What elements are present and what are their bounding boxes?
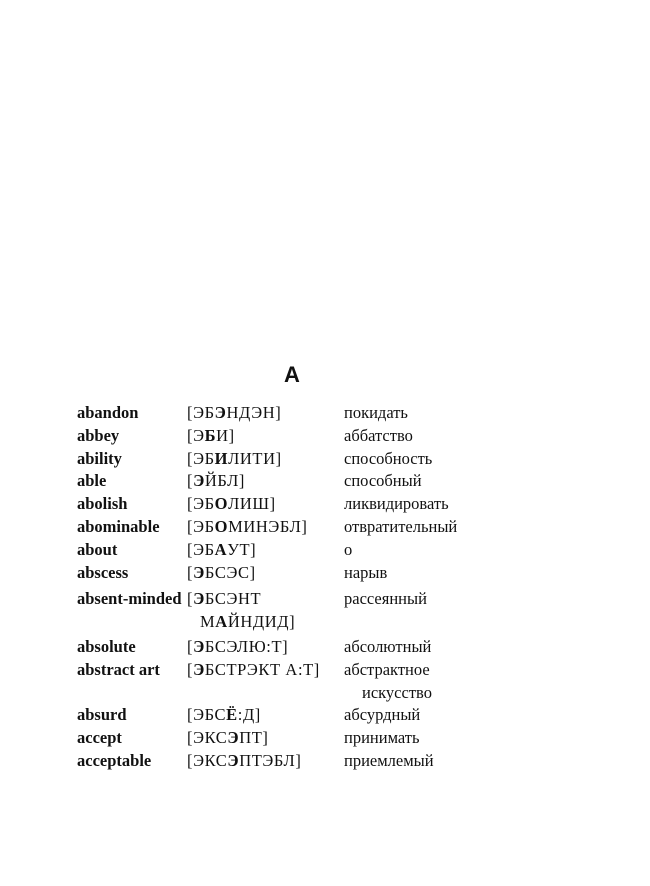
stressed-vowel: Э [227,728,240,748]
entry-translation: о [344,539,353,559]
entry-word: abolish [77,494,128,514]
stressed-vowel: О [214,516,229,536]
entry-word: absent-minded [77,589,182,609]
entry-pronunciation: [ЭКСЭПТ] [187,728,269,748]
entry-row [77,448,497,471]
entry-pronunciation: [ЭБСЁ:Д] [187,705,261,725]
entry-translation: абсурдный [344,705,421,725]
entry-pronunciation: [ЭБОМИНЭБЛ] [187,516,308,536]
entry-pronunciation: [ЭБСЭНТ МАЙНДИД] [187,588,344,634]
entry-row [77,659,497,705]
stressed-vowel: Э [214,403,227,422]
translation-continuation: искусство [362,682,432,702]
stressed-vowel: Э [193,589,205,609]
entry-word: absolute [77,636,136,656]
section-letter-heading: A [284,362,300,387]
entry-pronunciation: [ЭБЭНДЭН] [187,403,282,422]
entry-translation: аббатство [344,425,413,445]
entry-row [77,516,497,539]
entry-pronunciation: [ЭБОЛИШ] [187,494,276,514]
stressed-vowel: И [214,448,229,468]
entry-list [77,402,497,773]
entry-pronunciation: [ЭБИЛИТИ] [187,448,282,468]
entry-word: abstract art [77,659,160,679]
entry-row [77,493,497,516]
entry-word: abbey [77,425,120,445]
entry-row [77,704,497,727]
entry-row [77,425,497,448]
entry-translation: отвратительный [344,516,458,536]
entry-row [77,750,497,773]
entry-translation: приемлемый [344,750,434,770]
entry-pronunciation: [ЭБАУТ] [187,539,257,559]
entry-word: absurd [77,705,127,725]
entry-word: acceptable [77,750,152,770]
entry-row [77,470,497,493]
entry-word: accept [77,728,122,748]
entry-word: ability [77,448,122,468]
entry-pronunciation: [ЭБИ] [187,425,235,445]
entry-word: about [77,539,118,559]
entry-pronunciation: [ЭБСТРЭКТ А:Т] [187,659,320,679]
pronunciation-continuation: МАЙНДИД] [200,612,296,632]
entry-translation: способность [344,448,433,468]
stressed-vowel: А [215,612,228,632]
stressed-vowel: Э [193,562,205,582]
entry-translation: покидать [344,403,408,422]
entry-translation: рассеянный [344,589,427,609]
entry-translation: абсолютный [344,636,432,656]
entry-row [77,636,497,659]
entry-translation: абстрактное искусство [344,659,497,705]
entry-translation: способный [344,471,422,491]
entry-pronunciation: [ЭЙБЛ] [187,471,245,491]
entry-word: able [77,471,107,491]
entry-pronunciation: [ЭКСЭПТЭБЛ] [187,750,302,770]
entry-translation: ликвидировать [344,494,449,514]
stressed-vowel: Ё [226,705,238,725]
entry-row [77,402,497,425]
stressed-vowel: Б [204,425,217,445]
stressed-vowel: Э [193,636,205,656]
stressed-vowel: Э [193,471,205,491]
entry-translation: нарыв [344,562,388,582]
stressed-vowel: А [214,539,228,559]
entry-row [77,727,497,750]
entry-word: abominable [77,516,160,536]
entry-row [77,588,497,634]
entry-row [77,539,497,562]
stressed-vowel: Э [227,750,240,770]
entry-pronunciation: [ЭБСЭС] [187,562,256,582]
entry-translation: принимать [344,728,420,748]
stressed-vowel: Э [193,659,205,679]
entry-word: abandon [77,403,139,422]
entry-row [77,562,497,585]
stressed-vowel: О [214,494,229,514]
entry-pronunciation: [ЭБСЭЛЮ:Т] [187,636,289,656]
entry-word: abscess [77,562,129,582]
